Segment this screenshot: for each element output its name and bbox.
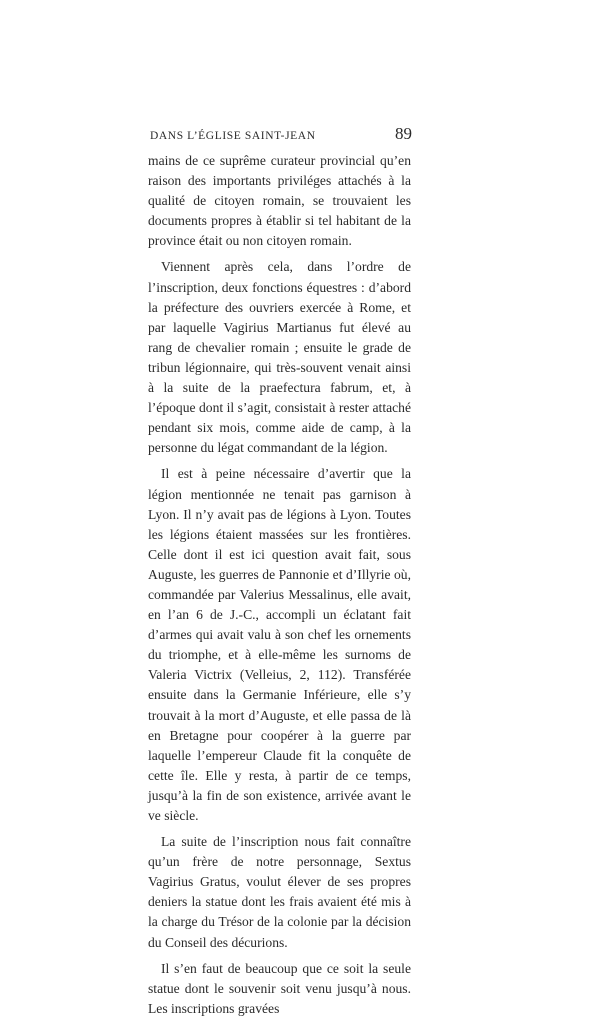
page-number: 89 <box>395 124 412 143</box>
body-text <box>148 151 411 1025</box>
paragraph-1: mains de ce suprême curateur provincial qu’en raison des importants priviléges attachés à la qualité de citoyen romain, se trouvaient les documents propres à établir si tel habitant de la province était ou non citoyen romain. <box>148 153 411 249</box>
paragraph-4: La suite de l’inscription nous fait connaître qu’un frère de notre personnage, Sextus Vagirius Gratus, voulut élever de ses propres deniers la statue dont les frais avaient été mis à la charge du Trésor de la colonie par la décision du Conseil des décurions. <box>148 834 411 950</box>
paragraph-5: Il s’en faut de beaucoup que ce soit la seule statue dont le souvenir soit venu jusqu’à nous. Les inscriptions gravées <box>148 960 411 1016</box>
running-title: DANS L’ÉGLISE SAINT-JEAN <box>150 130 316 142</box>
page-header <box>150 124 412 148</box>
paragraph-3: Il est à peine nécessaire d’avertir que la légion mentionnée ne tenait pas garnison à Lyon. Il n’y avait pas de légions à Lyon. Toutes les légions étaient massées sur les frontières. Celle dont il est ici question avait fait, sous Auguste, les guerres de Pannonie et d’Illyrie où, commandée par Valerius Messalinus, elle avait, en l’an 6 de J.-C., accompli un éclatant fait d’armes qui avait valu à son chef les ornements du triomphe, et à elle-même les surnoms de Valeria Victrix (Velleius, 2, 112). Transférée ensuite dans la Germanie Inférieure, elle s’y trouvait à la mort d’Auguste, et elle passa de là en Bretagne pour coopérer à la guerre par laquelle l’empereur Claude fit la conquête de cette île. Elle y resta, à partir de ce temps, jusqu’à la fin de son existence, arrivée avant le ve siècle. <box>148 466 411 823</box>
paragraph-2: Viennent après cela, dans l’ordre de l’inscription, deux fonctions équestres : d’abord la préfecture des ouvriers exercée à Rome, et par laquelle Vagirius Martianus fut élevé au rang de chevalier romain ; ensuite le grade de tribun légionnaire, qui très-souvent venait ainsi à la suite de la praefectura fabrum, et, à l’époque dont il s’agit, consistait à rester attaché pendant six mois, comme aide de camp, à la personne du légat commandant de la légion. <box>148 259 411 456</box>
